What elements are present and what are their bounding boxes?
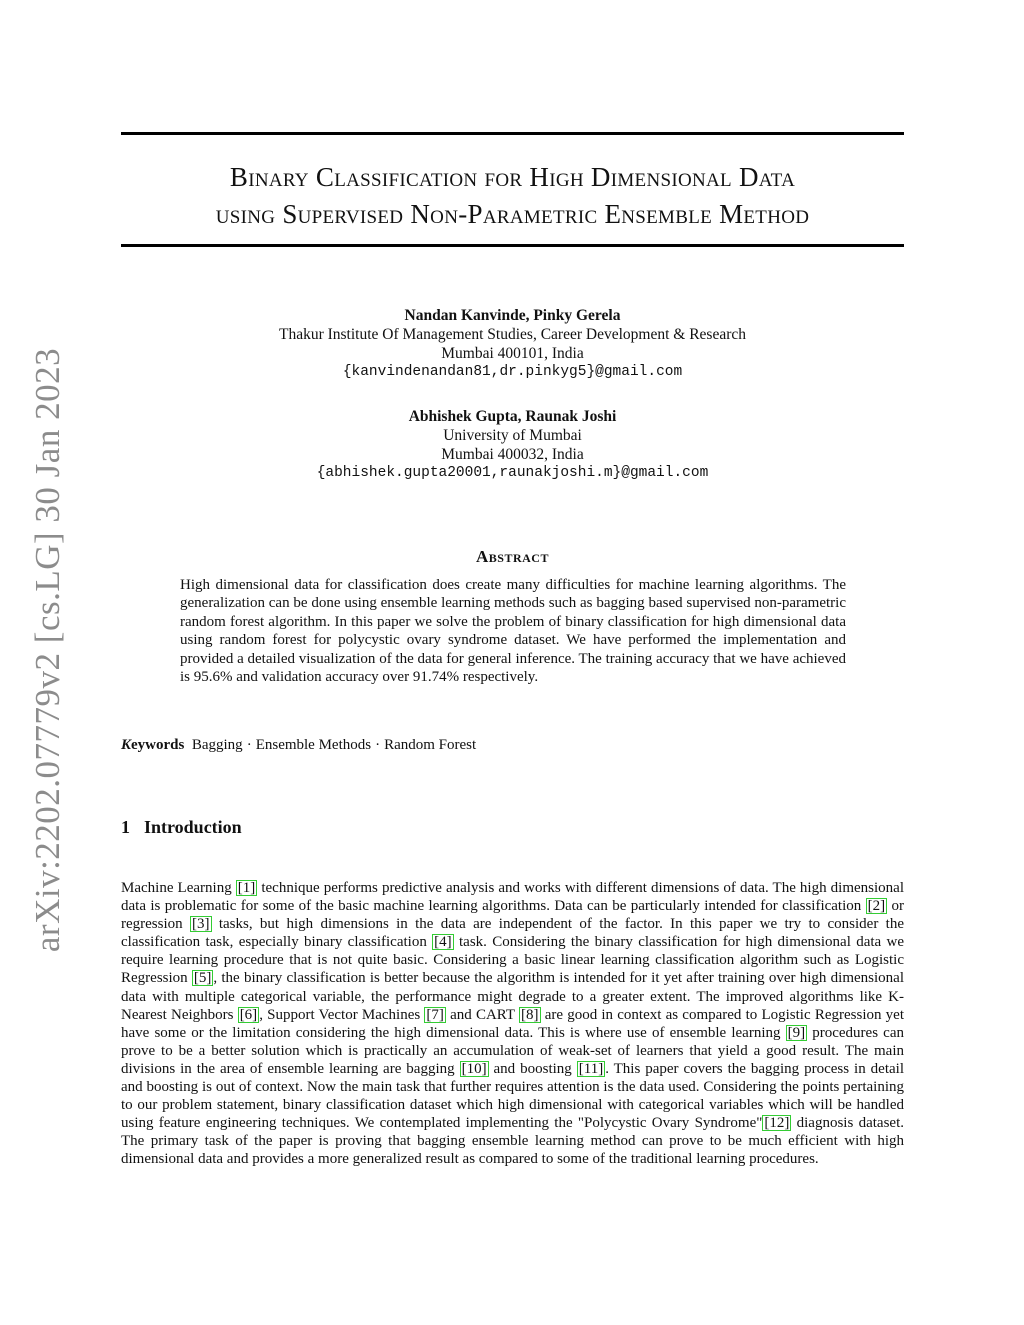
section-number: 1: [121, 817, 130, 837]
citation-link[interactable]: [9]: [787, 1024, 806, 1041]
intro-text: procedures can prove to be a better solution which is practically an accumulation of weak-set of learners that yield a good result. The main divisions in the area of ensemble learning are bagging: [121, 1024, 904, 1077]
author-address: Mumbai 400032, India: [441, 446, 584, 463]
intro-text: , Support Vector Machines: [259, 1006, 425, 1023]
author-affiliation: Thakur Institute Of Management Studies, Career Development & Research: [278, 326, 746, 343]
keywords-line: [121, 737, 476, 754]
intro-text: diagnosis dataset. The primary task of the paper is proving that bagging ensemble learning method can prove to be much efficient with high dimensional data and provides a more generalized result as compared to some of the traditional learning procedures.: [121, 1115, 904, 1168]
intro-text: are good in context as compared to Logistic Regression yet have some or the limitation considering the high dimensional data. This is where use of ensemble learning: [121, 1006, 905, 1041]
intro-text: or regression: [121, 898, 905, 933]
title-rule-top: [121, 132, 904, 135]
citation-link[interactable]: [3]: [192, 916, 210, 933]
intro-text: technique performs predictive analysis and works with different dimensions of data. The high dimensional data is problematic for some of the basic machine learning algorithms. Data can be particularly intended for classification: [121, 880, 904, 915]
paper-title: [121, 159, 904, 233]
intro-text: task. Considering the binary classification for high dimensional data we require learning procedure that is not quite basic. Considering a basic linear learning classification algorithm such as Logistic Regression: [121, 934, 905, 987]
intro-text: tasks, but high dimensions in the data are independent of the factor. In this paper we try to consider the classification task, especially binary classification: [121, 916, 904, 951]
keyword-separator: ·: [375, 737, 381, 753]
intro-text: . This paper covers the bagging process in detail and boosting is out of context. Now the main task that further requires attention is the data used. Considering the points pertaining to our problem statement, binary classification dataset which high dimensional with categorical variables which will be handled using feature engineering techniques. We contemplated implementing the "Polycystic Ovary Syndrome": [121, 1060, 904, 1132]
citation-link[interactable]: [4]: [434, 934, 452, 951]
citation-link[interactable]: [5]: [193, 970, 212, 987]
intro-text: Machine Learning: [121, 880, 236, 896]
abstract-text: High dimensional data for classification does create many difficulties for machine learning algorithms. The generalization can be done using ensemble learning methods such as bagging based supervised non-parametric random forest algorithm. In this paper we solve the problem of binary classification for high dimensional data using random forest for polycystic ovary syndrome dataset. We have performed the implementation and provided a detailed visualization of the data for general inference. The training accuracy that we have achieved is 95.6% and validation accuracy over 91.74% respectively.: [180, 577, 846, 686]
citation-link[interactable]: [8]: [521, 1006, 539, 1023]
citation-link[interactable]: [10]: [461, 1060, 487, 1077]
section-heading: [121, 817, 242, 838]
author-names: Nandan Kanvinde, Pinky Gerela: [404, 307, 621, 324]
intro-text: , the binary classification is better because the algorithm is intended for it yet after training over high dimensional data with multiple categorical variable, the performance might degrade to a greater extent. The improved algorithms like K-Nearest Neighbors: [121, 970, 904, 1023]
citation-link[interactable]: [7]: [426, 1006, 444, 1023]
author-block-2: [121, 407, 904, 483]
abstract-heading: Abstract: [476, 547, 549, 566]
author-email: {kanvindenandan81,dr.pinkyg5}@gmail.com: [342, 364, 683, 380]
keyword-item: Ensemble Methods: [255, 737, 372, 753]
author-email: {abhishek.gupta20001,raunakjoshi.m}@gmail.com: [316, 465, 709, 481]
keyword-separator: ·: [246, 737, 252, 753]
keyword-item: Bagging: [191, 737, 243, 753]
author-names: Abhishek Gupta, Raunak Joshi: [408, 408, 617, 425]
author-address: Mumbai 400101, India: [441, 345, 584, 362]
keywords-label: Keywords: [121, 737, 185, 753]
arxiv-side-stamp: arXiv:2202.07779v2 [cs.LG] 30 Jan 2023: [28, 347, 67, 953]
intro-text: and CART: [445, 1006, 519, 1023]
author-affiliation: University of Mumbai: [443, 427, 582, 444]
keyword-item: Random Forest: [384, 737, 477, 753]
intro-text: and boosting: [488, 1060, 577, 1077]
citation-link[interactable]: [12]: [764, 1115, 790, 1132]
title-line-1: Binary Classification for High Dimensional Data: [229, 162, 796, 192]
introduction-paragraph: [121, 879, 904, 1169]
citation-link[interactable]: [2]: [867, 898, 886, 915]
section-title: Introduction: [144, 817, 242, 837]
title-line-2: using Supervised Non-Parametric Ensemble Method: [215, 199, 810, 229]
title-rule-bottom: [121, 244, 904, 247]
citation-link[interactable]: [11]: [578, 1060, 604, 1077]
author-block-1: [121, 306, 904, 382]
citation-link[interactable]: [6]: [239, 1006, 258, 1023]
citation-link[interactable]: [1]: [237, 880, 256, 896]
